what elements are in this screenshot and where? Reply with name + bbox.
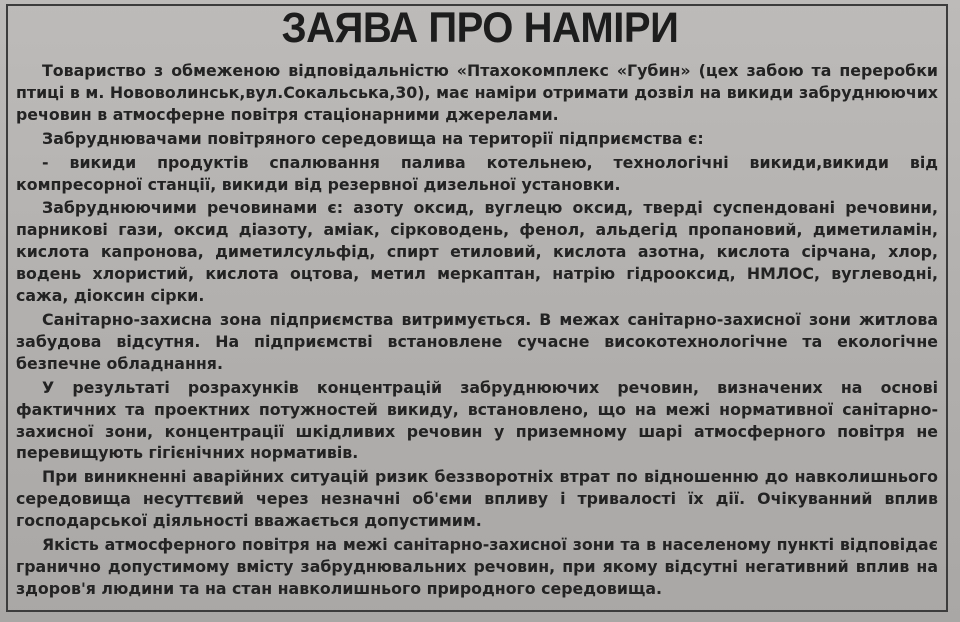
paragraph-sanitary-zone: Санітарно-захисна зона підприємства витримується. В межах санітарно-захисної зони житлова забудова відсутня. На підприємстві встановлене сучасне високотехнологічне та екологічне безпечне обладнання. <box>16 309 938 373</box>
paragraph-applicant: Товариство з обмеженою відповідальністю «Птахокомплекс «Губин» (цех забою та переробки птиці в м. Нововолинськ,вул.Сокальська,30), має наміри отримати дозвіл на викиди забруднюючих речовин в атмосферне повітря стаціонарними джерелами. <box>16 61 938 124</box>
paragraph-emergency-risk: При виникненні аварійних ситуацій ризик беззворотніх втрат по відношенню до навколишнього середовища несуттєвий через незначні об'єми впливу і тривалості їх дії. Очікуванний вплив господарської діяльності вважається допустимим. <box>16 467 938 531</box>
paragraph-calculation-results: У результаті розрахунків концентрацій забруднюючих речовин, визначених на основі фактичних та проектних потужностей викиду, встановлено, що на межі нормативної санітарно-захисної зони, концентрації шкідливих речовин у приземному шарі атмосферного повітря не перевищують гігієнічних нормативів. <box>16 377 938 463</box>
notice-title: ЗАЯВА ПРО НАМІРИ <box>281 4 679 52</box>
paragraph-pollutant-sources-intro: Забруднювачами повітряного середовища на території підприємства є: <box>42 128 704 148</box>
paragraph-pollutants: Забруднюючими речовинами є: азоту оксид, вуглецю оксид, тверді суспендовані речовини, парникові гази, оксид діазоту, аміак, сірководень, фенол, альдегід пропановий, диметиламін, кислота капронова, диметилсульфід, спирт етиловий, кислота азотна, кислота сірчана, хлор, водень хлористий, кислота оцтова, метил меркаптан, натрію гідрооксид, НМЛОС, вуглеводні, сажа, діоксин сірки. <box>16 198 938 306</box>
paragraph-air-quality: Якість атмосферного повітря на межі санітарно-захисної зони та в населеному пункті відповідає гранично допустимому вмісту забруднювальних речовин, при якому відсутні негативний вплив на здоров'я людини та на стан навколишнього природного середовища. <box>16 535 938 598</box>
notice-body <box>16 60 938 602</box>
paragraph-pollutant-sources-list: - викиди продуктів спалювання палива котельнею, технологічні викиди,викиди від компресорної станції, викиди від резервної дизельної установки. <box>16 152 938 194</box>
